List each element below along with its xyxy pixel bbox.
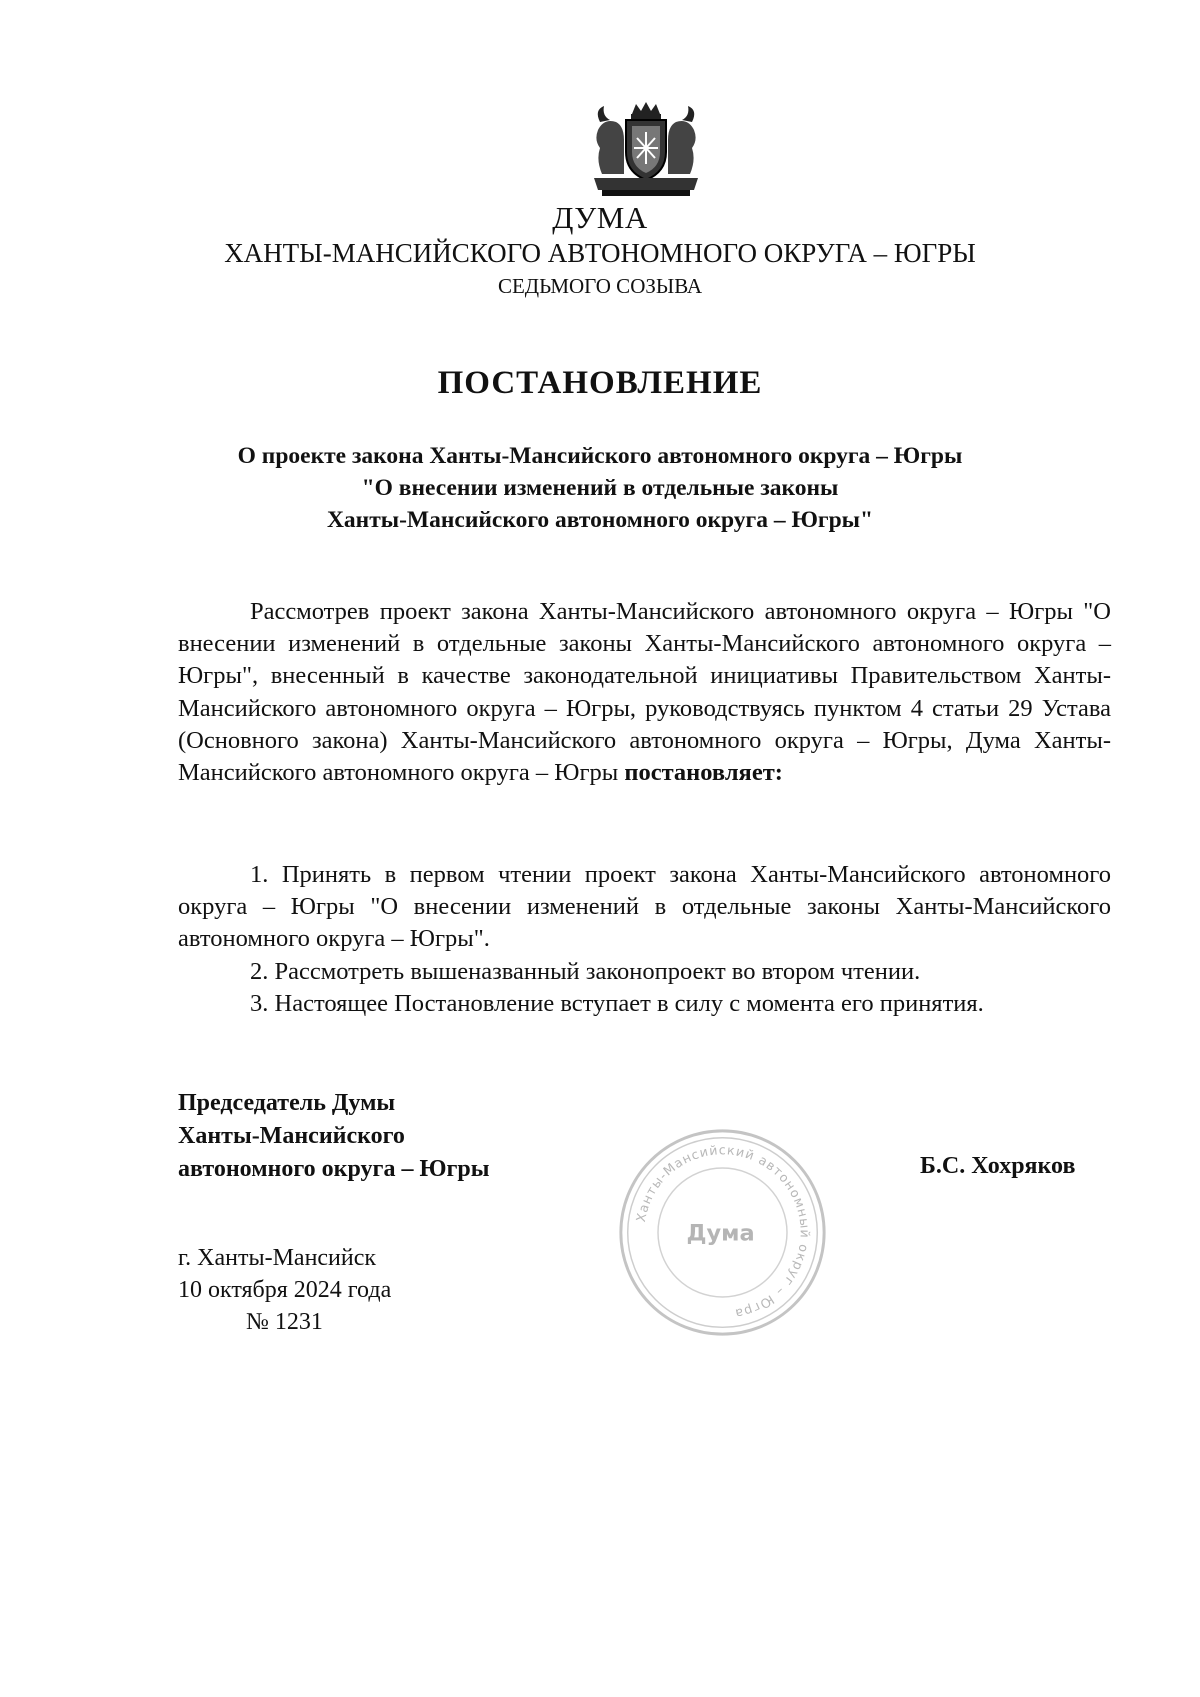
document-subject	[150, 440, 1050, 536]
resolution-item: 2. Рассмотреть вышеназванный законопроект во втором чтении.	[250, 957, 921, 985]
organization-name: ДУМА	[552, 200, 648, 235]
svg-text:Дума: Дума	[686, 1220, 755, 1247]
signer-position	[178, 1087, 489, 1186]
signer-name: Б.С. Хохряков	[920, 1153, 1076, 1179]
svg-text:Ханты-Мансийский автономный ок: Ханты-Мансийский автономный округ – Югра	[632, 1142, 813, 1322]
subject-line: Ханты-Мансийского автономного округа – Югры"	[326, 507, 874, 533]
signer-position-line: Ханты-Мансийского	[178, 1123, 405, 1149]
convocation: СЕДЬМОГО СОЗЫВА	[497, 274, 703, 298]
document-date: 10 октября 2024 года	[178, 1277, 392, 1303]
resolution-item: 1. Принять в первом чтении проект закона Ханты-Мансийского автономного округа – Югры "О внесении изменений в отдельные законы Ханты-Мансийского автономного округа – Югры".	[178, 861, 1111, 953]
signer-position-line: Председатель Думы	[178, 1090, 396, 1116]
resolution-item: 3. Настоящее Постановление вступает в силу с момента его принятия.	[250, 989, 984, 1017]
preamble-text: Рассмотрев проект закона Ханты-Мансийского автономного округа – Югры "О внесении изменений в отдельные законы Ханты-Мансийского автономного округа – Югры", внесенный в качестве законодательной инициативы Правительством Ханты-Мансийского автономного округа – Югры, руководствуясь пунктом 4 статьи 29 Устава (Основного закона) Ханты-Мансийского автономного округа – Югры, Дума Ханты-Мансийского автономного округа – Югры	[178, 598, 1111, 787]
region-name: ХАНТЫ-МАНСИЙСКОГО АВТОНОМНОГО ОКРУГА – ЮГРЫ	[224, 238, 976, 268]
coat-of-arms-emblem	[590, 100, 702, 200]
subject-line: "О внесении изменений в отдельные законы	[361, 475, 839, 501]
resolves-keyword: постановляет:	[624, 759, 783, 787]
preamble	[178, 596, 1111, 789]
place: г. Ханты-Мансийск	[178, 1245, 377, 1271]
resolution-items	[178, 859, 1111, 1020]
preamble-paragraph	[178, 596, 1111, 789]
document-number: № 1231	[246, 1309, 323, 1335]
document-type-title: ПОСТАНОВЛЕНИЕ	[437, 365, 763, 401]
official-stamp-seal	[615, 1125, 830, 1340]
signer-position-line: автономного округа – Югры	[178, 1156, 490, 1182]
place-date-number	[178, 1242, 391, 1338]
subject-line: О проекте закона Ханты-Мансийского автономного округа – Югры	[237, 443, 963, 469]
